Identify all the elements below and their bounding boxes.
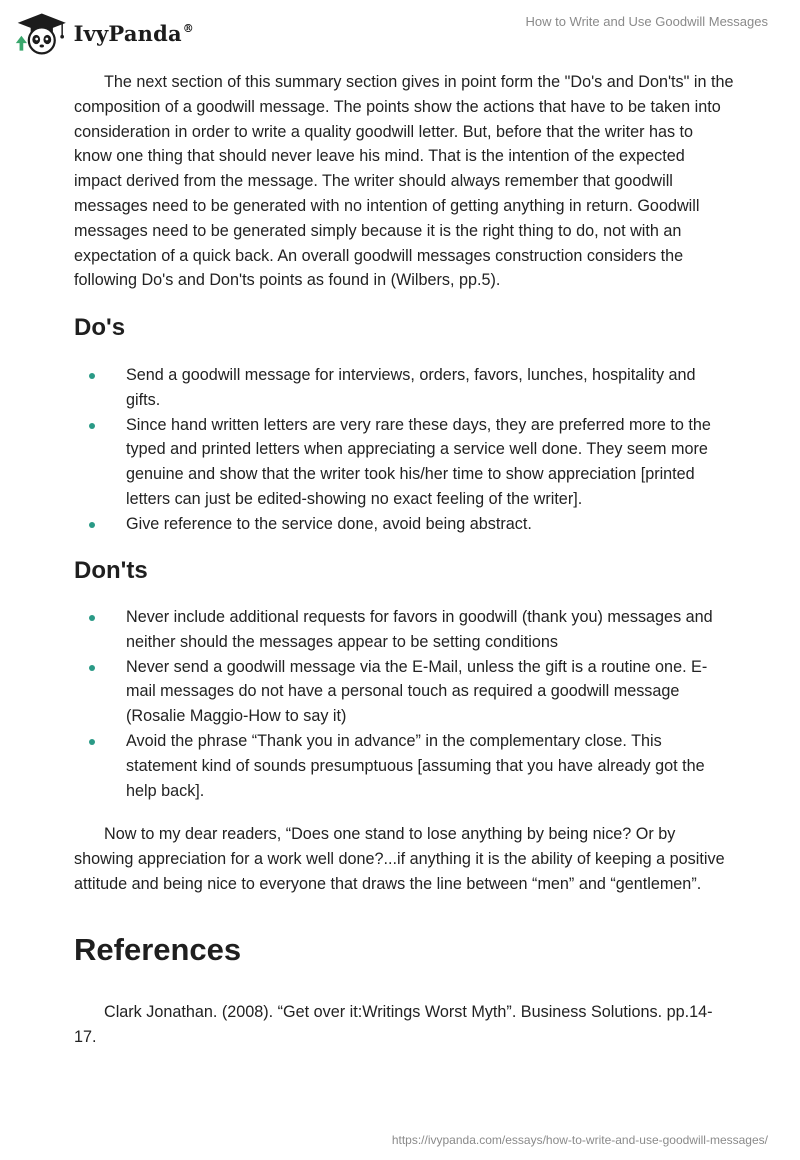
reference-item: Clark Jonathan. (2008). “Get over it:Writings Worst Myth”. Business Solutions. pp.14-17. xyxy=(74,1003,713,1046)
donts-list xyxy=(74,605,734,803)
bullet-dot-icon xyxy=(89,739,95,745)
bullet-dot-icon xyxy=(89,423,95,429)
brand-name: IvyPanda® xyxy=(73,20,194,46)
ivypanda-logo[interactable] xyxy=(14,8,194,58)
bullet-dot-icon xyxy=(89,373,95,379)
bullet-dot-icon xyxy=(89,665,95,671)
intro-paragraph: The next section of this summary section gives in point form the "Do's and Don'ts" in the composition of a goodwill message. The points show the actions that have to be taken into consideration in order to write a quality goodwill letter. But, before that the writer has to know one thing that should never leave his mind. That is the intention of the expected impact derived from the message. The writer should always remember that goodwill messages need to be generated with no intention of getting anything in return. Goodwill messages need to be generated simply because it is the right thing to do, not with an expectation of a quick back. An overall goodwill messages construction considers the following Do's and Don'ts points as found in (Wilbers, pp.5). xyxy=(74,73,734,290)
bullet-dot-icon xyxy=(89,615,95,621)
page-header xyxy=(0,0,800,64)
dos-heading: Do's xyxy=(74,314,126,341)
references-heading: References xyxy=(74,932,242,967)
list-item: Avoid the phrase “Thank you in advance” in the complementary close. This statement kind of sounds presumptuous [assuming that you have already got the help back]. xyxy=(74,729,734,803)
list-item: Since hand written letters are very rare these days, they are preferred more to the typed and printed letters when appreciating a service well done. They seem more genuine and show that the writer took his/her time to show appreciation [printed letters can just be edited-showing no exact feeling of the writer]. xyxy=(74,413,734,512)
closing-paragraph: Now to my dear readers, “Does one stand to lose anything by being nice? Or by showing appreciation for a work well done?...if anything it is the ability of keeping a positive attitude and being nice to everyone that draws the line between “men” and “gentlemen”. xyxy=(74,825,725,893)
list-item: Never include additional requests for favors in goodwill (thank you) messages and neither should the messages appear to be setting conditions xyxy=(74,605,734,655)
donts-heading: Don'ts xyxy=(74,557,148,584)
dos-list xyxy=(74,363,734,537)
bullet-dot-icon xyxy=(89,522,95,528)
document-title: How to Write and Use Goodwill Messages xyxy=(525,14,768,29)
list-item: Give reference to the service done, avoid being abstract. xyxy=(74,512,734,537)
list-item: Never send a goodwill message via the E-Mail, unless the gift is a routine one. E-mail messages do not have a personal touch as required a goodwill message (Rosalie Maggio-How to say it) xyxy=(74,655,734,729)
list-item: Send a goodwill message for interviews, orders, favors, lunches, hospitality and gifts. xyxy=(74,363,734,413)
source-url[interactable]: https://ivypanda.com/essays/how-to-write-and-use-goodwill-messages/ xyxy=(391,1133,768,1147)
panda-graduation-icon xyxy=(14,8,70,58)
